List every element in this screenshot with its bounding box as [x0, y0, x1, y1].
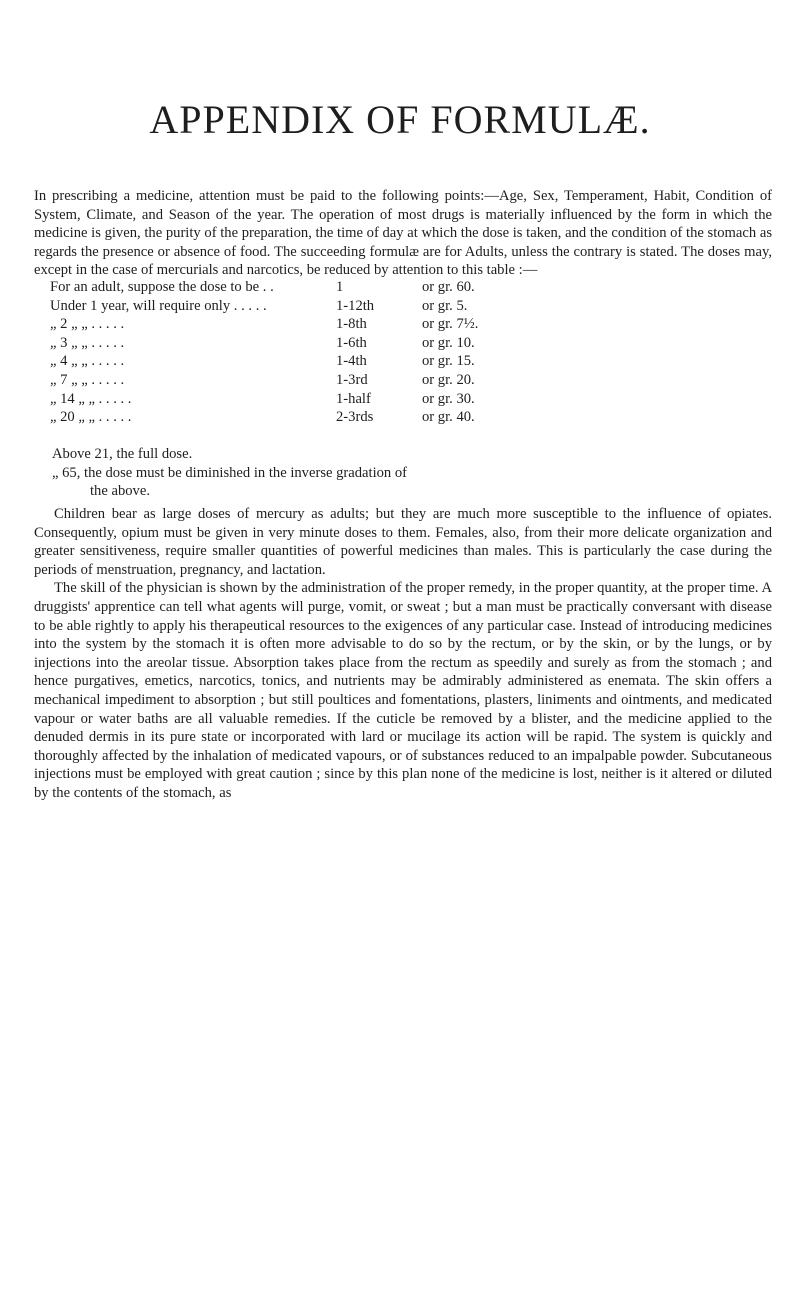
dose-grains: or gr. 60. — [422, 279, 475, 295]
dose-age: „ 7 „ „ . . . . . — [50, 371, 125, 388]
dose-age: „ 2 „ „ . . . . . — [50, 316, 125, 333]
dose-fraction: 1-6th — [336, 334, 367, 351]
dose-row — [50, 390, 770, 409]
dose-grains: or gr. 15. — [422, 353, 475, 370]
dose-row — [50, 297, 770, 316]
dose-fraction: 1-3rd — [336, 371, 368, 388]
dose-row — [50, 278, 770, 297]
dose-fraction: 1-half — [336, 390, 371, 407]
body-text — [34, 505, 772, 803]
dose-age: „ 3 „ „ . . . . . — [50, 334, 125, 351]
dose-row — [50, 352, 770, 371]
dose-fraction: 1 — [336, 279, 344, 295]
dose-row — [50, 371, 770, 390]
dose-fraction: 2-3rds — [336, 409, 374, 426]
dose-grains: or gr. 5. — [422, 297, 468, 314]
dose-age: For an adult, suppose the dose to be . . — [50, 279, 274, 295]
dose-row — [50, 408, 770, 427]
dose-age: „ 20 „ „ . . . . . — [50, 409, 132, 426]
above-21-note: Above 21, the full dose. — [52, 446, 193, 462]
dose-age: Under 1 year, will require only . . . . . — [50, 297, 267, 314]
dose-grains: or gr. 20. — [422, 371, 475, 388]
dose-grains: or gr. 40. — [422, 409, 475, 426]
dose-age: „ 4 „ „ . . . . . — [50, 353, 125, 370]
page-title: APPENDIX OF FORMULÆ. — [149, 97, 651, 142]
dose-table — [50, 278, 770, 427]
paragraph-physician: The skill of the physician is shown by the administration of the proper remedy, in the proper quantity, at the proper time. A druggists' apprentice can tell what agents will purge, vomit, or sweat ; but a man must be practically conversant with disease to be able rightly to apply his therapeutical resources to the exigences of any particular case. Instead of introducing medicines into the system by the stomach it is often more advisable to do so by the rectum, or by the skin, or by the lungs, or by injections into the areolar tissue. Absorption takes place from the rectum as speedily and surely as from the stomach ; and hence purgatives, emetics, narcotics, tonics, and nutrients may be admirably administered as enemata. The skin offers a mechanical impediment to absorption ; but still poultices and fomentations, plasters, liniments and ointments, and medicated vapour or water baths are all valuable remedies. If the cuticle be removed by a blister, and the medicine applied to the denuded dermis in its pure state or incorporated with lard or mucilage its action will be rapid. The system is quickly and thoroughly affected by the inhalation of medicated vapours, or of substances reduced to an impalpable powder. Subcutaneous injections must be employed with great caution ; since by this plan none of the medicine is lost, neither is it altered or diluted by the contents of the stomach, as — [34, 580, 772, 801]
dose-grains: or gr. 10. — [422, 334, 475, 351]
intro-paragraph: In prescribing a medicine, attention must be paid to the following points:—Age, Sex, Temperament, Habit, Condition of System, Climate, and Season of the year. The operation of most drugs is materially influenced by the form in which the medicine is given, the purity of the preparation, the time of day at which the dose is taken, and the condition of the stomach as regards the presence or absence of food. The succeeding formulæ are for Adults, unless the contrary is stated. The doses may, except in the case of mercurials and narcotics, be reduced by attention to this table :— — [34, 188, 772, 279]
above-age-notes — [52, 445, 772, 501]
above-65-note-cont: the above. — [90, 483, 150, 500]
dose-fraction: 1-8th — [336, 316, 367, 333]
dose-grains: or gr. 7½. — [422, 316, 479, 333]
dose-row — [50, 315, 770, 334]
dose-age: „ 14 „ „ . . . . . — [50, 390, 132, 407]
paragraph-children: Children bear as large doses of mercury as adults; but they are much more susceptible to the influence of opiates. Consequently, opium must be given in very minute doses to them. Females, also, from their more delicate organization and greater sensitiveness, require smaller quantities of powerful medicines than males. This is particularly the case during the periods of menstruation, pregnancy, and lactation. — [34, 506, 772, 578]
dose-fraction: 1-12th — [336, 297, 375, 314]
above-65-note: „ 65, the dose must be diminished in the inverse gradation of — [52, 464, 408, 481]
dose-fraction: 1-4th — [336, 353, 367, 370]
dose-grains: or gr. 30. — [422, 390, 475, 407]
dose-row — [50, 334, 770, 353]
